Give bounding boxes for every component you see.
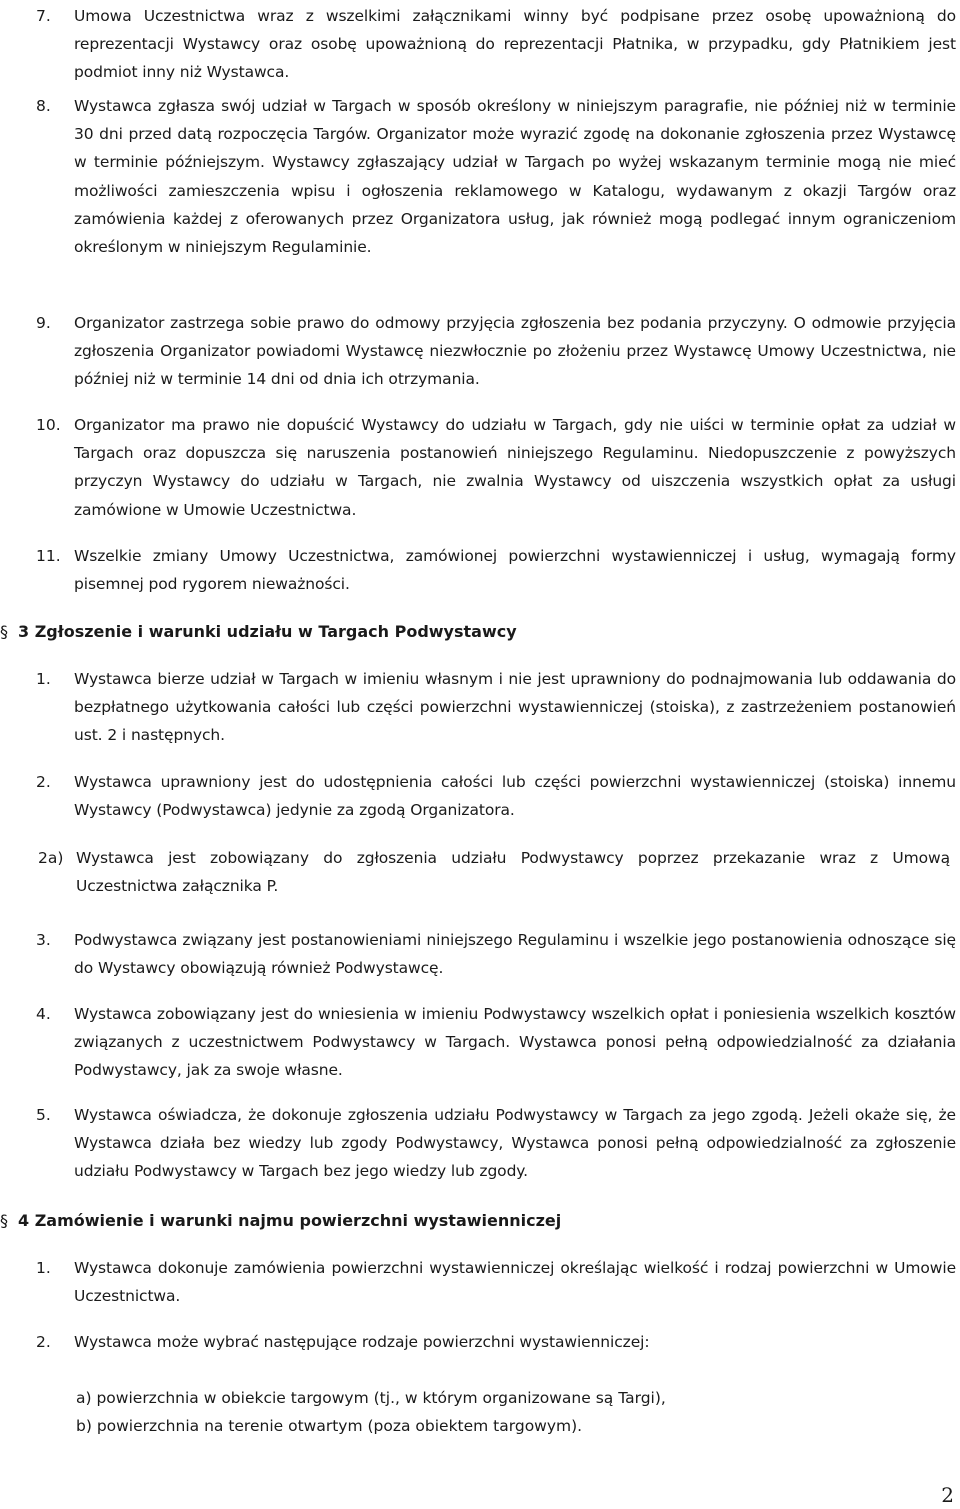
item-number: 10.	[36, 416, 61, 434]
item-text: Organizator ma prawo nie dopuścić Wystawcy do udziału w Targach, gdy nie uiści w terminie opłat za udział w Targach oraz dopuszcza się naruszenia postanowień niniejszego Regulaminu. Niedopuszczenie z powyższych przyczyn Wystawcy do udziału w Targach, nie zwalnia Wystawcy od uiszczenia wszystkich opłat za usługi zamówione w Umowie Uczestnictwa.	[74, 416, 956, 519]
item-number: 2a)	[38, 849, 64, 867]
item-number: 2.	[36, 773, 51, 791]
item-text: Wystawca zgłasza swój udział w Targach w sposób określony w niniejszym paragrafie, nie później niż w terminie 30 dni przed datą rozpoczęcia Targów. Organizator może wyrazić zgodę na dokonanie zgłoszenia przez Wystawcę w terminie późniejszym. Wystawcy zgłaszający udział w Targach po wyżej wskazanym terminie mogą nie mieć możliwości zamieszczenia wpisu i ogłoszenia reklamowego w Katalogu, wydawanym z okazji Targów oraz zamówienia każdej z oferowanych przez Organizatora usług, jak również mogą podlegać innym ograniczeniom określonym w niniejszym Regulaminie.	[74, 97, 956, 257]
item-number: 8.	[36, 97, 51, 115]
item-number: 2.	[36, 1333, 51, 1351]
item-number: 1.	[36, 670, 51, 688]
item-number: 3.	[36, 931, 51, 949]
page-number: 2	[941, 1483, 954, 1507]
section-heading-text: 4 Zamówienie i warunki najmu powierzchni wystawienniczej	[18, 1211, 562, 1230]
item-text: Wystawca oświadcza, że dokonuje zgłoszenia udziału Podwystawcy w Targach za jego zgodą. Jeżeli okaże się, że Wystawca działa bez wiedzy lub zgody Podwystawcy, Wystawca ponosi pełną odpowiedzialność za zgłoszenie udziału Podwystawcy w Targach bez jego wiedzy lub zgody.	[74, 1106, 956, 1181]
item-number: 1.	[36, 1259, 51, 1277]
item-text: Wystawca bierze udział w Targach w imieniu własnym i nie jest uprawniony do podnajmowania lub oddawania do bezpłatnego użytkowania całości lub części powierzchni wystawienniczej (stoiska), z zastrzeżeniem postanowień ust. 2 i następnych.	[74, 670, 956, 745]
item-text: Organizator zastrzega sobie prawo do odmowy przyjęcia zgłoszenia bez podania przyczyny. O odmowie przyjęcia zgłoszenia Organizator powiadomi Wystawcę niezwłocznie po złożeniu przez Wystawcę Umowy Uczestnictwa, nie później niż w terminie 14 dni od dnia ich otrzymania.	[74, 314, 956, 389]
item-text: Wystawca może wybrać następujące rodzaje powierzchni wystawienniczej:	[74, 1333, 650, 1351]
section-heading	[0, 618, 517, 646]
item-text: Podwystawca związany jest postanowieniami niniejszego Regulaminu i wszelkie jego postanowienia odnoszące się do Wystawcy obowiązują również Podwystawcę.	[74, 931, 956, 978]
sub-item: b) powierzchnia na terenie otwartym (poza obiektem targowym).	[76, 1417, 583, 1435]
item-number: 4.	[36, 1005, 51, 1023]
section-heading	[0, 1207, 561, 1235]
section-heading-text: 3 Zgłoszenie i warunki udziału w Targach Podwystawcy	[18, 622, 517, 641]
item-number: 5.	[36, 1106, 51, 1124]
item-text: Wystawca zobowiązany jest do wniesienia w imieniu Podwystawcy wszelkich opłat i poniesienia wszelkich kosztów związanych z uczestnictwem Podwystawcy w Targach. Wystawca ponosi pełną odpowiedzialność za działania Podwystawcy, jak za swoje własne.	[74, 1005, 956, 1080]
item-number: 9.	[36, 314, 51, 332]
item-number: 11.	[36, 547, 61, 565]
item-text: Wszelkie zmiany Umowy Uczestnictwa, zamówionej powierzchni wystawienniczej i usług, wymagają formy pisemnej pod rygorem nieważności.	[74, 547, 956, 594]
sub-item: a) powierzchnia w obiekcie targowym (tj., w którym organizowane są Targi),	[76, 1389, 666, 1407]
item-text: Umowa Uczestnictwa wraz z wszelkimi załącznikami winny być podpisane przez osobę upoważnioną do reprezentacji Wystawcy oraz osobę upoważnioną do reprezentacji Płatnika, w przypadku, gdy Płatnikiem jest podmiot inny niż Wystawca.	[74, 7, 956, 82]
section-mark: §	[0, 622, 8, 641]
item-text: Wystawca uprawniony jest do udostępnienia całości lub części powierzchni wystawienniczej (stoiska) innemu Wystawcy (Podwystawca) jedynie za zgodą Organizatora.	[74, 773, 956, 820]
item-text: Wystawca jest zobowiązany do zgłoszenia udziału Podwystawcy poprzez przekazanie wraz z Umową Uczestnictwa załącznika P.	[76, 849, 950, 896]
item-text: Wystawca dokonuje zamówienia powierzchni wystawienniczej określając wielkość i rodzaj powierzchni w Umowie Uczestnictwa.	[74, 1259, 956, 1306]
section-mark: §	[0, 1211, 8, 1230]
item-number: 7.	[36, 7, 51, 25]
